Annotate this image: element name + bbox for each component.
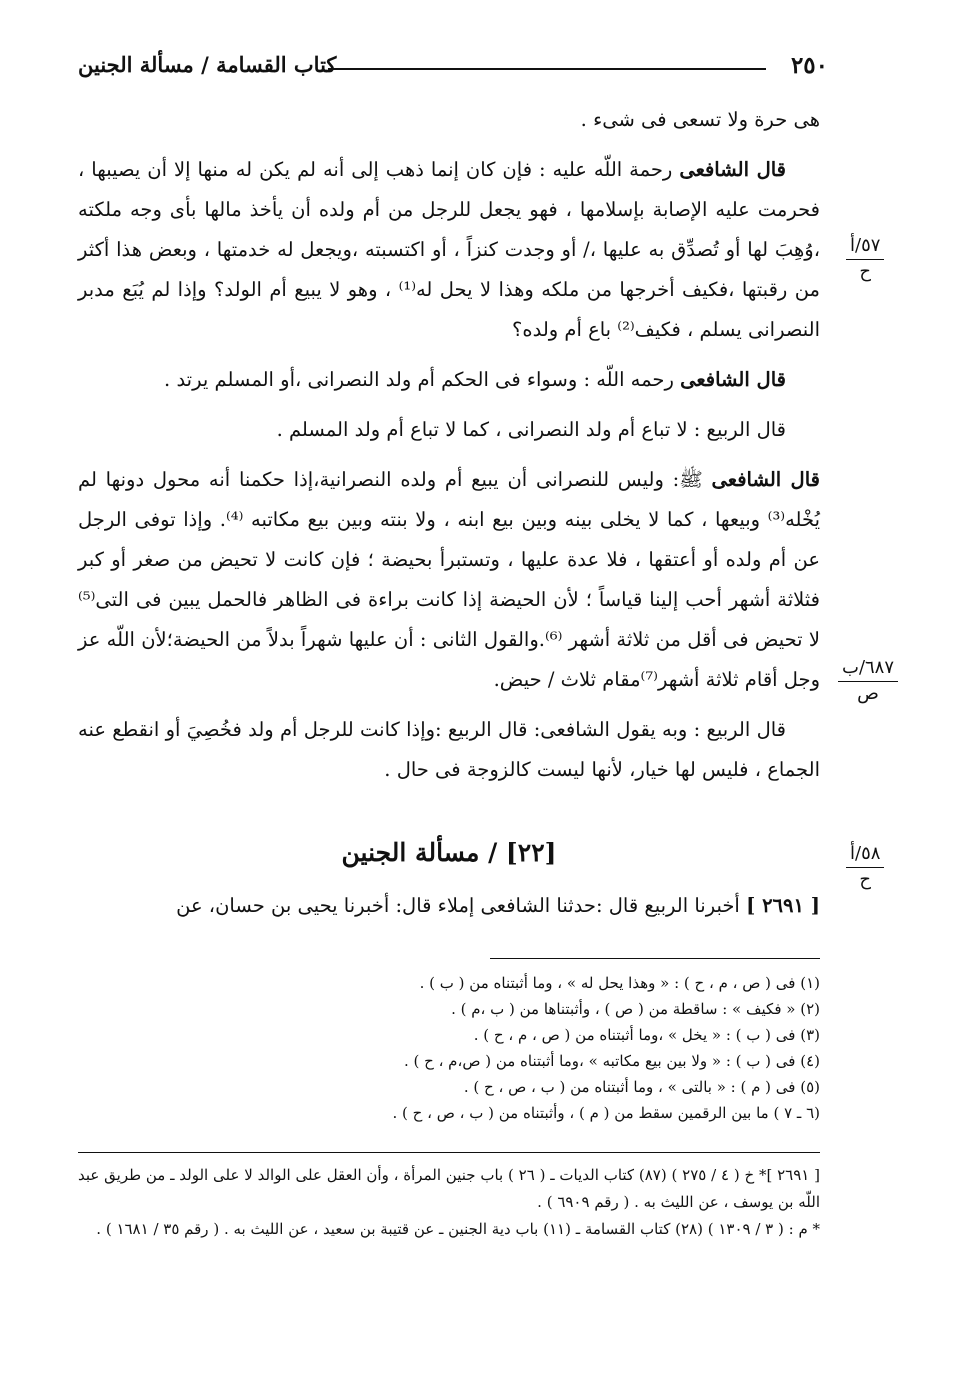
paragraph — [78, 360, 820, 400]
hadith-number: [ ٢٦٩١ ] — [746, 894, 820, 917]
takhrij-notes — [78, 1162, 820, 1243]
footnote: (١) فى ( ص ، م ، ح ) : « وهذا يحل له » ، وما أثبتناه من ( ب ) . — [419, 974, 820, 992]
paragraph-text: قال الربيع : لا تباع أم ولد النصرانى ، كما لا تباع أم ولد المسلم . — [276, 418, 786, 441]
footnote: (٥) فى ( م ) : « بالتى » ، وما أثبتناه من ( ب ، ص ، ح ) . — [463, 1078, 820, 1096]
margin-manuscript: ح — [859, 869, 872, 890]
hadith-opening — [78, 894, 820, 917]
paragraph — [78, 410, 820, 450]
main-text — [78, 100, 820, 800]
header-rule — [328, 68, 766, 70]
paragraph — [78, 100, 820, 140]
footnote: (٦ ـ ٧ ) ما بين الرقمين سقط من ( م ) ، وأثبتناه من ( ب ، ص ، ح ) . — [392, 1104, 820, 1122]
paragraph — [78, 460, 820, 700]
margin-note — [838, 656, 898, 705]
margin-manuscript: ص — [857, 683, 879, 704]
speaker-lead: قال الشافعى — [711, 468, 820, 491]
margin-note — [846, 234, 884, 283]
margin-manuscript: ح — [859, 261, 872, 282]
takhrij-divider — [78, 1152, 820, 1153]
page-header — [78, 48, 828, 92]
section-title: [٢٢] / مسألة الجنين — [341, 838, 557, 867]
margin-note — [846, 842, 884, 891]
paragraph-text: قال الربيع : وبه يقول الشافعى: قال الربيع :وإذا كانت للرجل أم ولد فخُصِيَ أو انقطع عنه الجماع ، فليس لها خيار، لأنها ليست كالزوجة فى حال . — [78, 718, 820, 781]
speaker-lead: قال الشافعى — [680, 368, 786, 391]
footnote: (٣) فى ( ب ) : « يخل » ،وما أثبتناه من ( ص ، م ، ح ) . — [473, 1026, 820, 1044]
paragraph-text: ﷺ: وليس للنصرانى أن يبيع أم ولده النصرانية،إذا حكمنا أنه محول دونها لم يُخْله⁽³⁾ وبيعها ، كما لا يخلى بينه وبين بيع ابنه ، ولا بنته وبين بيع مكاتبه ⁽⁴⁾. وإذا توفى الرجل عن أم ولده أو أعتقها ، فلا عدة عليها ، وتستبرأ بحيضة ؛ فإن كانت لا تحيض من صغر أو كبر فثلاثة أشهر أحب إلينا قياساً ؛ لأن الحيضة إذا كانت براءة فى الظاهر فالحمل يبين فى التى⁽⁵⁾ لا تحيض فى أقل من ثلاثة أشهر ⁽⁶⁾.والقول الثانى : أن عليها شهراً بدلاً من الحيضة؛لأن اللّه عز وجل أقام ثلاثة أشهر⁽⁷⁾مقام ثلاث / حيض. — [78, 468, 820, 691]
page-number: ٢٥٠ — [790, 52, 828, 79]
paragraph — [78, 710, 820, 790]
paragraph-text: هى حرة ولا تسعى فى شىء . — [580, 108, 820, 131]
footnote-divider — [490, 958, 820, 959]
speaker-lead: قال الشافعى — [679, 158, 786, 181]
footnote: (٢) « فكيف » : ساقطة من ( ص ) ، وأثبتناها من ( ب ،م ) . — [451, 1000, 820, 1018]
hadith-text: أخبرنا الربيع قال :حدثنا الشافعى إملاء قال: أخبرنا يحيى بن حسان، عن — [176, 894, 740, 917]
paragraph-text: رحمه اللّه : وسواء فى الحكم أم ولد النصرانى ،أو المسلم يرتد . — [164, 368, 674, 391]
margin-folio: ٥٨/أ — [846, 842, 884, 868]
footnote: (٤) فى ( ب ) : « ولا بين بيع مكاتبه » ،وما أثبتناه من ( ص،م ، ح ) . — [403, 1052, 820, 1070]
paragraph — [78, 150, 820, 350]
margin-folio: ٥٧/أ — [846, 234, 884, 260]
footnotes — [320, 970, 820, 1126]
margin-folio: ٦٨٧/ب — [838, 656, 898, 682]
takhrij-entry: [ ٢٦٩١ ]* خ ( ٤ / ٢٧٥ ) (٨٧) كتاب الديات ـ ( ٢٦ ) باب جنين المرأة ، وأن العقل على الوالد لا على الولد ـ من طريق عبد اللّه بن يوسف ، عن الليث به . ( رقم ٦٩٠٩ ) . — [78, 1166, 821, 1211]
paragraph-text: رحمة اللّه عليه : فإن كان إنما ذهب إلى أنه لم يكن له منها إلا أن يصيبها ، فحرمت عليه الإصابة بإسلامها ، فهو يجعل للرجل من أم ولده أن يأخذ مالها بأى وجه ملكته ،وُهِبَ لها أو تُصدِّق به عليها ،/ أو وجدت كنزاً ، أو اكتسبته ،ويجعل له خدمتها ، وبعض هذا أكثر من رقبتها ،فكيف أخرجها من ملكه وهذا لا يحل له⁽¹⁾ ، وهو لا يبيع أم الولد؟ وإذا لم يُبَع مدبر النصرانى يسلم ، فكيف⁽²⁾ باع أم ولده؟ — [78, 158, 820, 341]
running-title: كتاب القسامة / مسألة الجنين — [78, 52, 337, 77]
takhrij-entry: * م : ( ٣ / ١٣٠٩ ) (٢٨) كتاب القسامة ـ (١١) باب دية الجنين ـ عن قتيبة بن سعيد ، عن الليث به . ( رقم ٣٥ / ١٦٨١ ) . — [96, 1220, 820, 1238]
